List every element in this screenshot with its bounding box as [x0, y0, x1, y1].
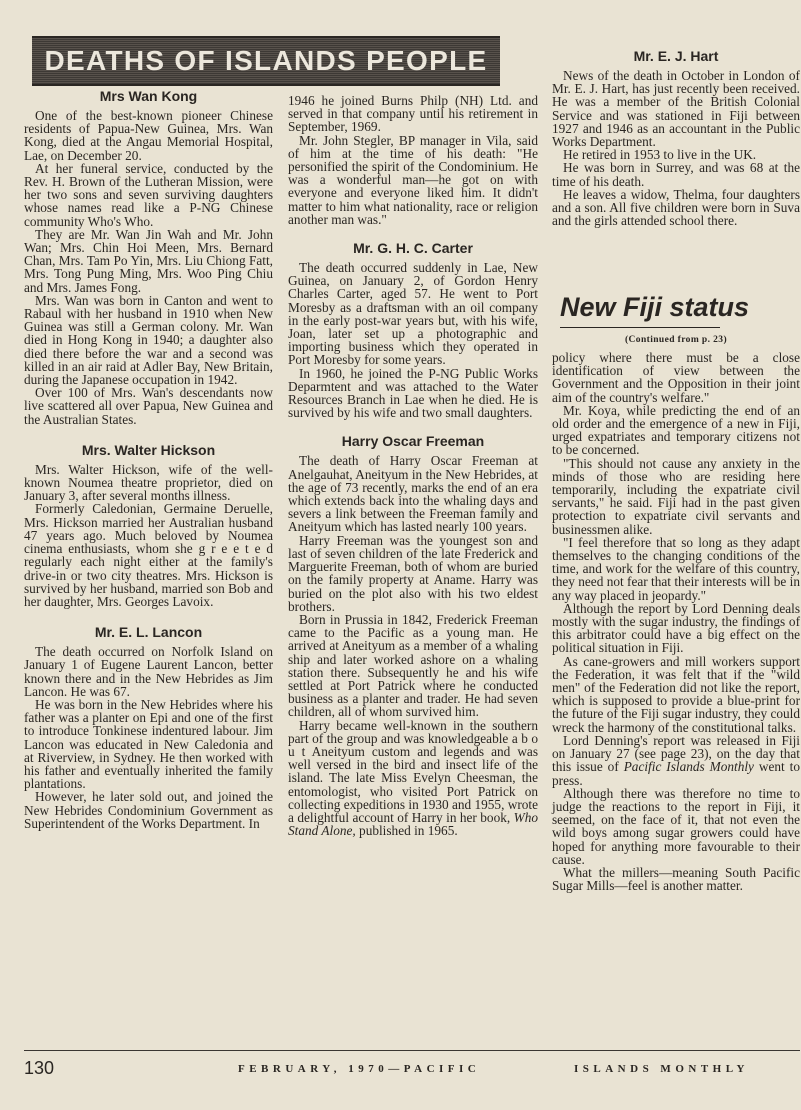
- masthead-banner: [32, 36, 500, 86]
- paragraph: Harry Freeman was the youngest son and last of seven children of the late Frederick and Marguerite Freeman, both of whom are buried on the family property at Aname. Harry was buried on the plot also with his two eldest brothers.: [288, 532, 538, 614]
- paragraph: Formerly Caledonian, Germaine Deruelle, Mrs. Hickson married her Australian husband 47 years ago. Much beloved by Noumea cinema enthusiasts, whom she g r e e t e d regularly each night either at the family's drive-in or two city theatres. Mrs. Hickson is survived by her husband, married son Bob and her daughter, Mrs. Georges Lavoix.: [24, 501, 273, 609]
- page-number: 130: [24, 1058, 55, 1078]
- paragraph: Mr. Koya, while predicting the end of an old order and the emergence of a new in Fiji, urged expatriates and temporary citizens not to be concerned.: [552, 402, 800, 458]
- paragraph: He leaves a widow, Thelma, four daughters and a son. All five children were born in Suva and the girls attended school there.: [552, 186, 800, 229]
- continued-note: (Continued from p. 23): [624, 335, 728, 345]
- paragraph: At her funeral service, conducted by the Rev. H. Brown of the Lutheran Mission, were her two sons and seven surviving daughters whose names read like a P-NG Chinese community Who's Who.: [24, 160, 273, 229]
- text: Lord Denning's report was released in Fiji on January 27 (see page 23), on the day that this issue of: [552, 732, 800, 775]
- footer-date-publication: FEBRUARY, 1970—PACIFIC: [238, 1063, 481, 1075]
- paragraph: The death occurred suddenly in Lae, New Guinea, on January 2, of Gordon Henry Charles Carter, aged 57. He went to Port Moresby as a draftsman with an oil company in the early post-war years but, with his wife, Joan, later set up a photographic and importing business which they operated in Port Moresby for some years.: [288, 260, 538, 368]
- masthead-title: DEATHS OF ISLANDS PEOPLE: [44, 45, 488, 76]
- paragraph: They are Mr. Wan Jin Wah and Mr. John Wan; Mrs. Chin Hoi Meen, Mrs. Bernard Chan, Mrs. Tam Po Yin, Mrs. Liu Chiong Fatt, Mrs. Tong Pung Ming, Mrs. Woo Ping Chiu and Mrs. James Fong.: [24, 226, 273, 295]
- paragraph: He was born in Surrey, and was 68 at the time of his death.: [552, 160, 800, 189]
- footer-rule: [24, 1050, 800, 1051]
- headline-hickson: Mrs. Walter Hickson: [81, 441, 216, 458]
- paragraph: Mrs. Wan was born in Canton and went to Rabaul with her husband in 1910 when New Guinea was still a German colony. Mr. Wan died in Hong Kong in 1940; a daughter also died there before the war and a second was killed in an air raid at Adler Bay, New Britain, during the Japanese occupation in 1942.: [24, 292, 273, 388]
- publication-title: Pacific Islands Monthly: [623, 759, 754, 775]
- paragraph: He retired in 1953 to live in the UK.: [563, 147, 757, 163]
- headline-freeman: Harry Oscar Freeman: [341, 433, 485, 450]
- paragraph: policy where there must be a close identification of view between the Government and the Opposition in their joint aim of the country's welfare.": [552, 350, 800, 405]
- paragraph: Over 100 of Mrs. Wan's descendants now live scattered all over Papua, New Guinea and the Australian States.: [24, 385, 273, 427]
- fiji-headline: New Fiji status: [560, 292, 750, 322]
- paragraph: "This should not cause any anxiety in the minds of those who are residing here temporarily, including the expatriate civil servants," he said. Fiji had in the past given protection to expatriate civil servants and businessmen alike.: [552, 455, 800, 537]
- headline-carter: Mr. G. H. C. Carter: [353, 240, 473, 257]
- footer-publication: ISLANDS MONTHLY: [574, 1063, 749, 1075]
- paragraph: [288, 719, 538, 838]
- column-2: [288, 94, 538, 837]
- paragraph: "I feel therefore that so long as they adapt themselves to the changing conditions of the time, and work for the welfare of this country, they need not fear that their interests will be in any way placed in jeopardy.": [552, 534, 800, 603]
- paragraph: News of the death in October in London of Mr. E. J. Hart, has just recently been received. He was a member of the British Colonial Service and was stationed in Fiji between 1927 and 1946 as an accountant in the Public Works Department.: [552, 68, 800, 150]
- headline-hart: Mr. E. J. Hart: [633, 48, 719, 64]
- paragraph: The death occurred on Norfolk Island on January 1 of Eugene Laurent Lancon, better known there and in the New Hebrides as Jim Lancon. He was 67.: [24, 644, 273, 699]
- book-title: Who Stand Alone,: [288, 809, 538, 839]
- paragraph: Although there was therefore no time to judge the reactions to the report in Fiji, it seemed, on the face of it, that not even the wild boys among sugar growers could have hoped for anything more favourable to their cause.: [552, 785, 800, 867]
- paragraph: The death of Harry Oscar Freeman at Anelgauhat, Aneityum in the New Hebrides, at the age of 73 recently, marks the end of an era which extends back into the whaling days and severs a link between the Freeman family and Aneityum which has lasted nearly 100 years.: [288, 453, 538, 535]
- paragraph: Mr. John Stegler, BP manager in Vila, said of him at the time of his death: "He personified the spirit of the Condominium. He was a wonderful man—he got on with everyone and everyone liked him. It didn't matter to him what nationality, race or religion another man was.": [288, 132, 538, 227]
- text: went to press.: [552, 759, 800, 788]
- headline-wan-kong: Mrs Wan Kong: [99, 88, 198, 104]
- column-3: [552, 48, 800, 227]
- paragraph: He was born in the New Hebrides where his father was a planter on Epi and one of the first to introduce Tonkinese indentured labour. Jim Lancon was educated in New Caledonia and at Riverview, in Sydney. He then worked with his father and eventually inherited the family plantations.: [24, 696, 273, 792]
- paragraph: [552, 734, 800, 787]
- column-1: [24, 88, 273, 830]
- text: published in 1965.: [359, 823, 458, 839]
- headline-lancon: Mr. E. L. Lancon: [94, 624, 203, 641]
- paragraph: However, he later sold out, and joined the New Hebrides Condominium Government as Superintendent of the Works Department. In: [24, 789, 273, 831]
- paragraph: As cane-growers and mill workers support the Federation, it was felt that if the "wild men" of the Federation did not like the report, which is supposed to provide a blue-print for the future of the Fiji sugar industry, they could wreck the harmony of the constitutional talks.: [552, 653, 800, 735]
- paragraph: 1946 he joined Burns Philp (NH) Ltd. and served in that company until his retirement in September, 1969.: [288, 93, 538, 135]
- paragraph: Although the report by Lord Denning deals mostly with the sugar industry, the findings of this arbitrator could have a big effect on the political situation in Fiji.: [552, 600, 800, 656]
- text: Harry became well-known in the southern part of the group and was knowledgeable a b o u t Aneityum custom and legends and was well versed in the bird and insect life of the island. The late Miss Evelyn Cheesman, the entomologist, who visited Port Patrick on collecting expeditions in 1930 and 1955, wrote a delightful account of Harry in her book,: [288, 717, 539, 825]
- paragraph: What the millers—meaning South Pacific Sugar Mills—feel is another matter.: [552, 864, 800, 894]
- paragraph: Born in Prussia in 1842, Frederick Freeman came to the Pacific as a young man. He arrived at Aneityum as a member of a whaling ship and later worked ashore on a whaling station there. Subsequently he and his wife settled at Port Patrick where he conducted business as a planter and trader. He had seven children, all of whom survived him.: [288, 611, 538, 720]
- headline-rule: [560, 327, 720, 328]
- paragraph: Mrs. Walter Hickson, wife of the well-known Noumea theatre proprietor, died on January 3, after several months illness.: [24, 461, 273, 504]
- paragraph: In 1960, he joined the P-NG Public Works Deparmtent and was attached to the Water Resources Branch in Lae when he died. He is survived by his wife and two small daughters.: [288, 365, 538, 421]
- paragraph: One of the best-known pioneer Chinese residents of Papua-New Guinea, Mrs. Wan Kong, died at the Angau Memorial Hospital, Lae, on December 20.: [24, 108, 273, 163]
- column-3-fiji: [552, 351, 800, 892]
